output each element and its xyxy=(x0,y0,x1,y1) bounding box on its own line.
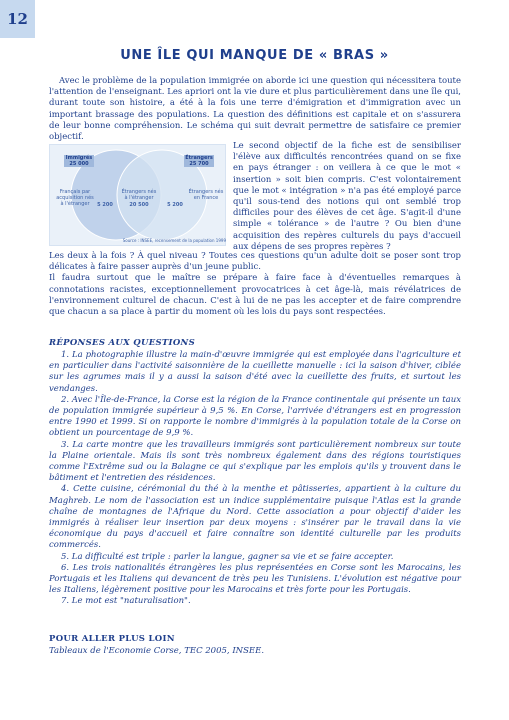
right-caption: Étrangers nés en France xyxy=(188,189,224,201)
immigres-value: 25 000 xyxy=(69,161,89,167)
teacher-paragraph: Il faudra surtout que le maître se prépare à faire face à d'éventuelles remarques à connotations racistes, exceptionnellement provocatrices à cet âge-là, mais révélatrices de l'environnement culturel de chacun. C'est à lui de ne pas les accepter et de faire comprendre que chacun a sa place à partir du moment où les lois du pays sont respectées. xyxy=(49,273,461,318)
further-reading-heading: POUR ALLER PLUS LOIN xyxy=(49,634,175,644)
left-value: 5 200 xyxy=(97,202,113,208)
immigres-box xyxy=(64,155,94,167)
page-title: UNE ÎLE QUI MANQUE DE « BRAS » xyxy=(120,48,389,63)
answers-heading: RÉPONSES AUX QUESTIONS xyxy=(49,338,196,348)
center-caption: Étrangers nés à l'étranger xyxy=(121,189,157,201)
side-paragraph: Le second objectif de la fiche est de sensibiliser l'élève aux difficultés rencontrées quand on se fixe en pays étranger : on veillera à ce que le mot « insertion » soit bien compris. C'est volontairement que le mot « intégration » n'a pas été employé parce qu'il sous-tend des notions qui ont semblé trop difficiles pour des élèves de cet âge. S'agit-il d'une simple « tolérance » de l'autre ? Ou bien d'une acquisition des repères culturels du pays d'accueil aux dépens de ses propres repères ? xyxy=(233,141,461,252)
answer-item: 7. Le mot est "naturalisation". xyxy=(61,596,191,607)
etrangers-label: Étrangers xyxy=(185,155,213,161)
answer-item: 2. Avec l'Île-de-France, la Corse est la région de la France continentale qui présente un taux de population immigrée supérieur à 9,5 %. En Corse, l'arrivée d'étrangers est en progression entre 1990 et 1999. Si on rapporte le nombre d'immigrés à la population totale de la Corse on obtient un pourcentage de 9,9 %. xyxy=(49,394,461,439)
answer-item: 3. La carte montre que les travailleurs immigrés sont particulièrement nombreux sur toute la Plaine orientale. Mais ils sont très nombreux également dans des régions touristiques comme l'Extrême sud ou la Balagne ce qui s'explique par les emplois qu'ils y trouvent dans le bâtiment et l'entretien des résidences. xyxy=(49,439,461,484)
answers-list xyxy=(49,350,461,608)
answer-item: 6. Les trois nationalités étrangères les plus représentées en Corse sont les Marocains, les Portugais et les Italiens qui devancent de très peu les Tunisiens. L'évolution est négative pour les Italiens, légèrement positive pour les Marocains et très forte pour les Portugais. xyxy=(49,562,461,596)
page-number: 12 xyxy=(0,0,35,38)
left-caption: Français par acquisition nés à l'étranger xyxy=(56,189,94,207)
further-reading-reference xyxy=(49,646,264,657)
answer-item: 4. Cette cuisine, cérémonial du thé à la menthe et pâtisseries, appartient à la culture du Maghreb. Le nom de l'association est un indice supplémentaire puisque l'Atlas est la grande chaîne de montagnes de l'Afrique du Nord. Cette association a pour objectif d'aider les immigrés à réaliser leur insertion par deux moyens : s'insérer par le travail dans la vie économique du pays d'accueil et faire connaître son identité culturelle par les produits commercés. xyxy=(49,484,461,551)
immigres-label: Immigrés xyxy=(65,155,93,161)
diagram-source: Source : INSEE, recensement de la population 1999 xyxy=(122,238,226,243)
center-value: 20 500 xyxy=(129,202,149,208)
intro-paragraph: Avec le problème de la population immigrée on aborde ici une question qui nécessitera toute l'attention de l'enseignant. Les apriori ont la vie dure et plus particulièrement dans une île qui, durant toute son histoire, a été à la fois une terre d'émigration et d'immigration avec un important brassage des populations. La question des définitions est capitale et on s'assurera de leur bonne compréhension. Le schéma qui suit devrait permettre de satisfaire ce premier objectif. xyxy=(49,76,461,143)
etrangers-box xyxy=(184,155,214,167)
right-value: 5 200 xyxy=(167,202,183,208)
answer-item: 1. La photographie illustre la main-d'œuvre immigrée qui est employée dans l'agriculture et en particulier dans l'activité saisonnière de la cueillette manuelle : ici la saison d'hiver, ciblée sur les agrumes mais il y a aussi la saison d'été avec la cueillette des fruits, et surtout les vendanges. xyxy=(49,350,461,394)
continuation-paragraph: Les deux à la fois ? À quel niveau ? Toutes ces questions qu'un adulte doit se poser sont trop délicates à faire passer auprès d'un jeune public. xyxy=(49,251,461,273)
reference-text: Tableaux de l'Economie Corse, TEC 2005, INSEE. xyxy=(49,646,265,656)
immigration-diagram xyxy=(49,144,226,246)
etrangers-value: 25 700 xyxy=(189,161,209,167)
continuation-block xyxy=(49,251,461,318)
answer-item: 5. La difficulté est triple : parler la langue, gagner sa vie et se faire accepter. xyxy=(61,551,394,562)
